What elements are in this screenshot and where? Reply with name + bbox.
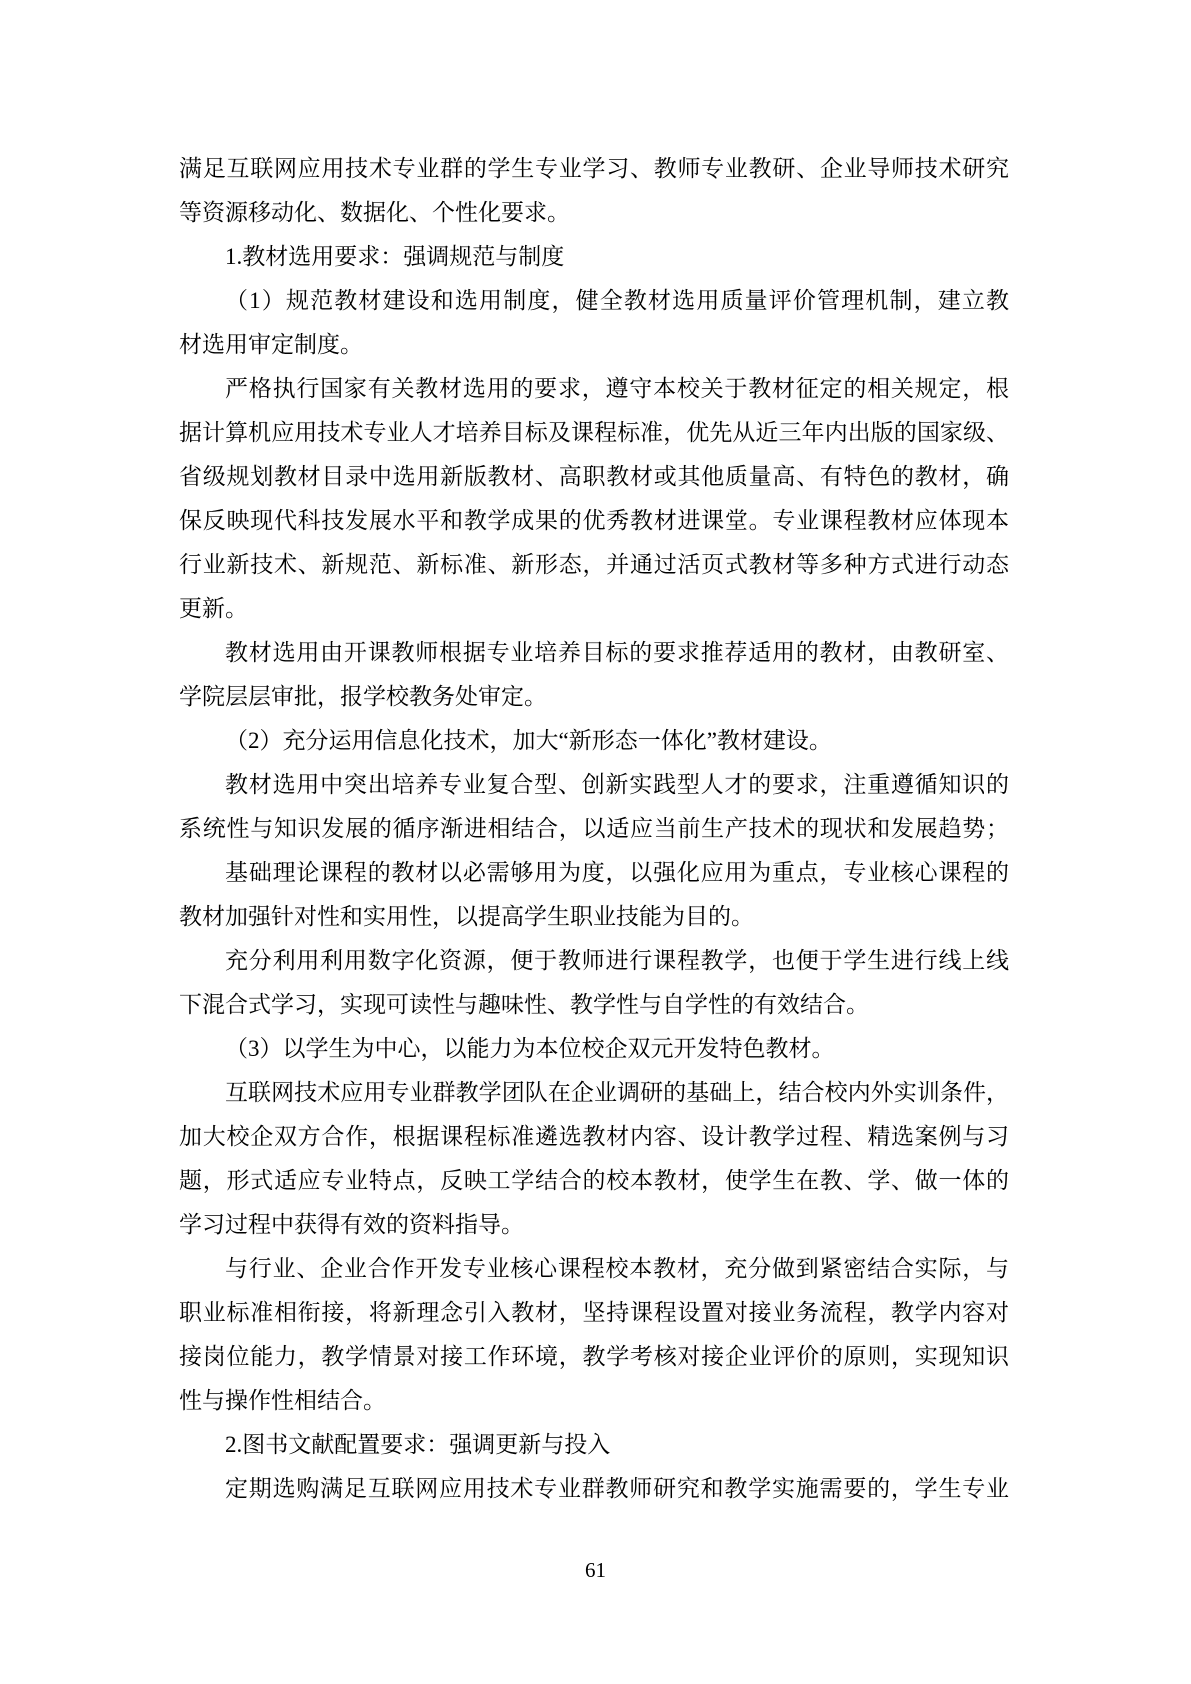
text-line: 等资源移动化、数据化、个性化要求。 [179,200,570,225]
text-line: 定期选购满足互联网应用技术专业群教师研究和教学实施需要的，学生专业 [225,1476,1009,1501]
text-line: 学院层层审批，报学校教务处审定。 [179,684,547,709]
text-line: 基础理论课程的教材以必需够用为度，以强化应用为重点，专业核心课程的 [225,860,1009,885]
page-number: 61 [585,1558,606,1582]
paragraph [179,939,1009,1027]
text-line: 接岗位能力，教学情景对接工作环境，教学考核对接企业评价的原则，实现知识 [179,1344,1009,1369]
paragraph [179,367,1009,631]
paragraph [179,763,1009,851]
paragraph [179,279,1009,367]
paragraph [179,235,1009,279]
paragraph [179,851,1009,939]
paragraph [179,631,1009,719]
text-line: 保反映现代科技发展水平和教学成果的优秀教材进课堂。专业课程教材应体现本 [179,508,1009,533]
text-line: 加大校企双方合作，根据课程标准遴选教材内容、设计教学过程、精选案例与习 [179,1124,1009,1149]
paragraph [179,1247,1009,1423]
text-line: 行业新技术、新规范、新标准、新形态，并通过活页式教材等多种方式进行动态 [179,552,1009,577]
text-line: 职业标准相衔接，将新理念引入教材，坚持课程设置对接业务流程，教学内容对 [179,1300,1009,1325]
text-line: 互联网技术应用专业群教学团队在企业调研的基础上，结合校内外实训条件， [225,1080,1009,1105]
text-line: 材选用审定制度。 [179,332,363,357]
paragraph [179,1467,1009,1511]
text-line: （1）规范教材建设和选用制度，健全教材选用质量评价管理机制，建立教 [225,288,1009,313]
document-body [179,147,1009,1511]
text-line: 与行业、企业合作开发专业核心课程校本教材，充分做到紧密结合实际，与 [225,1256,1009,1281]
text-line: 性与操作性相结合。 [179,1388,386,1413]
text-line: 系统性与知识发展的循序渐进相结合，以适应当前生产技术的现状和发展趋势； [179,816,1009,841]
text-line: 据计算机应用技术专业人才培养目标及课程标准，优先从近三年内出版的国家级、 [179,420,1009,445]
text-line: （2）充分运用信息化技术，加大“新形态一体化”教材建设。 [225,728,832,753]
text-line: 满足互联网应用技术专业群的学生专业学习、教师专业教研、企业导师技术研究 [179,156,1009,181]
paragraph [179,1423,1009,1467]
paragraph [179,1027,1009,1071]
text-line: 充分利用利用数字化资源，便于教师进行课程教学，也便于学生进行线上线 [225,948,1009,973]
text-line: 教材加强针对性和实用性，以提高学生职业技能为目的。 [179,904,754,929]
text-line: 省级规划教材目录中选用新版教材、高职教材或其他质量高、有特色的教材，确 [179,464,1009,489]
text-line: 下混合式学习，实现可读性与趣味性、教学性与自学性的有效结合。 [179,992,869,1017]
text-line: 更新。 [179,596,248,621]
paragraph [179,719,1009,763]
text-line: （3）以学生为中心，以能力为本位校企双元开发特色教材。 [225,1036,835,1061]
text-line: 学习过程中获得有效的资料指导。 [179,1212,524,1237]
text-line: 教材选用中突出培养专业复合型、创新实践型人才的要求，注重遵循知识的 [225,772,1009,797]
paragraph [179,1071,1009,1247]
text-line: 教材选用由开课教师根据专业培养目标的要求推荐适用的教材，由教研室、 [225,640,1009,665]
paragraph [179,147,1009,235]
text-line: 严格执行国家有关教材选用的要求，遵守本校关于教材征定的相关规定，根 [225,376,1009,401]
text-line: 题，形式适应专业特点，反映工学结合的校本教材，使学生在教、学、做一体的 [179,1168,1009,1193]
text-line: 2.图书文献配置要求：强调更新与投入 [225,1432,611,1457]
text-line: 1.教材选用要求：强调规范与制度 [225,244,565,269]
